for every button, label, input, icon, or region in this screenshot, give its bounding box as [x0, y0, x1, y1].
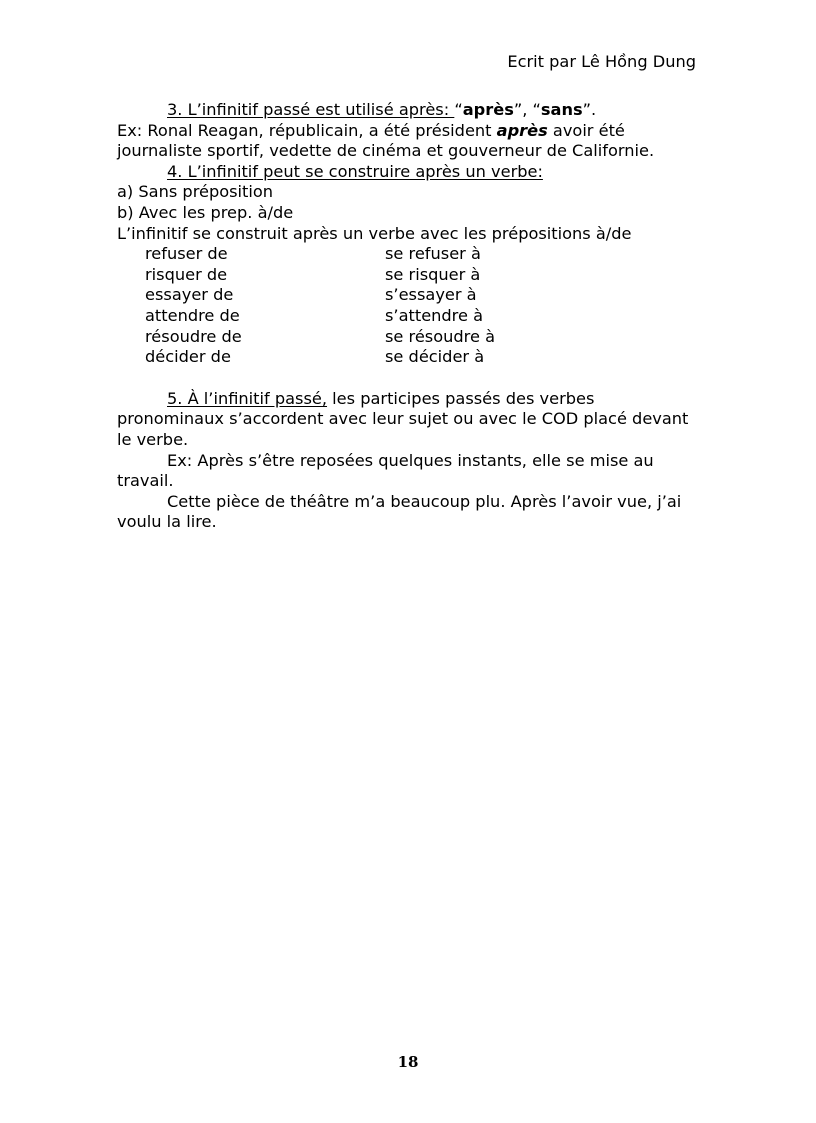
example-text-pre: Ex: Ronal Reagan, républicain, a été président	[117, 120, 497, 140]
table-row	[117, 285, 495, 306]
verb-right: se décider à	[385, 347, 485, 367]
section-5-text-start: les participes passés des verbes	[327, 388, 595, 408]
section-3-heading: 3. L’infinitif passé est utilisé après:	[167, 100, 455, 119]
table-row	[117, 265, 495, 286]
verb-right: s’essayer à	[385, 285, 477, 305]
verb-left: refuser de	[145, 244, 228, 264]
quote-separator: ”, “	[513, 100, 541, 119]
section-4-heading: 4. L’infinitif peut se construire après un verbe:	[167, 161, 543, 181]
section-4-item-b: b) Avec les prep. à/de	[117, 202, 294, 222]
example-emphasis: après	[496, 120, 548, 140]
verb-left: attendre de	[145, 305, 240, 325]
quote-open: “	[454, 100, 463, 119]
section-3-example-line-1	[117, 121, 697, 142]
section-5-example-2-line-2: voulu la lire.	[117, 512, 217, 532]
section-5-example-1-line-2: travail.	[117, 471, 174, 491]
section-5-line-1	[117, 389, 697, 410]
verb-left: essayer de	[145, 285, 234, 305]
verb-preposition-table	[117, 244, 495, 368]
verb-left: décider de	[145, 347, 231, 367]
verb-left: risquer de	[145, 264, 228, 284]
section-5-example-1-line-1: Ex: Après s’être reposées quelques instants, elle se mise au	[167, 450, 654, 470]
verb-right: se risquer à	[385, 264, 481, 284]
document-body	[117, 100, 697, 533]
table-row	[117, 347, 495, 368]
keyword-sans: sans	[540, 100, 583, 119]
table-row	[117, 244, 495, 265]
section-5-heading: 5. À l’infinitif passé,	[167, 388, 328, 408]
table-row	[117, 306, 495, 327]
section-4-item-a: a) Sans préposition	[117, 182, 274, 202]
quote-close: ”.	[582, 100, 597, 119]
example-text-post: avoir été	[547, 120, 625, 140]
page-header-author: Ecrit par Lê Hồng Dung	[507, 52, 696, 71]
table-row	[117, 327, 495, 348]
section-5-line-2: pronominaux s’accordent avec leur sujet ou avec le COD placé devant	[117, 409, 689, 429]
section-3-heading-line	[117, 100, 697, 121]
paragraph-gap	[117, 368, 697, 389]
verb-left: résoudre de	[145, 326, 242, 346]
page-number: 18	[397, 1053, 419, 1071]
verb-right: s’attendre à	[385, 305, 484, 325]
section-4-intro: L’infinitif se construit après un verbe avec les prépositions à/de	[117, 223, 632, 243]
verb-right: se résoudre à	[385, 326, 495, 346]
section-3-example-line-2: journaliste sportif, vedette de cinéma et gouverneur de Californie.	[117, 141, 655, 161]
section-5-line-3: le verbe.	[117, 429, 189, 449]
section-4-heading-line	[117, 162, 697, 183]
keyword-apres: après	[462, 100, 514, 119]
verb-right: se refuser à	[385, 244, 481, 264]
section-5-example-2-line-1: Cette pièce de théâtre m’a beaucoup plu. Après l’avoir vue, j’ai	[167, 491, 682, 511]
